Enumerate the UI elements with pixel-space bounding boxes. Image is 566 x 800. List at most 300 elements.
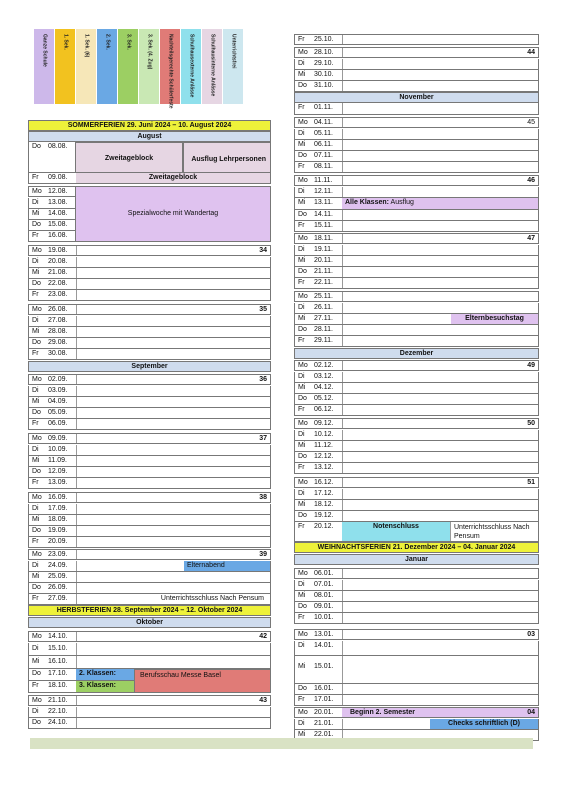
date-label: 16.12. [314, 479, 334, 486]
day-label: Mi [32, 658, 40, 665]
table-row [28, 245, 271, 256]
table-row [28, 583, 271, 594]
table-row [28, 456, 271, 467]
table-row [294, 314, 539, 325]
date-label: 11.11. [314, 177, 333, 184]
day-label: Mi [298, 199, 306, 206]
table-row [294, 278, 539, 289]
day-label: Fr [298, 523, 305, 530]
legend-label: Unterrichtsfrei [230, 34, 237, 69]
table-row [28, 549, 271, 560]
week-number: 47 [527, 235, 535, 242]
table-row [294, 684, 539, 695]
week-number: 03 [527, 631, 535, 638]
day-label: Fr [32, 538, 39, 545]
day-label: Fr [298, 104, 305, 111]
date-label: 16.10. [48, 658, 68, 665]
day-label: Di [32, 708, 39, 715]
table-row [294, 47, 539, 58]
table-row [28, 572, 271, 583]
month-header: Januar [294, 554, 539, 565]
date-label: 13.11. [314, 199, 333, 206]
legend-swatch [202, 29, 223, 104]
legend-label: Nachteilsgerechte Schülerfeste [167, 34, 174, 109]
day-label: Do [32, 670, 41, 677]
date-label: 06.01. [314, 570, 334, 577]
day-label: Do [298, 685, 307, 692]
table-row [28, 695, 271, 706]
table-row [28, 445, 271, 456]
day-label: Mo [298, 177, 308, 184]
date-label: 31.10. [314, 82, 334, 89]
date-label: 07.11. [314, 152, 333, 159]
table-row [294, 221, 539, 232]
day-label: Fr [32, 479, 39, 486]
date-label: 28.11. [314, 326, 333, 333]
klassen2-label: 2. Klassen: [76, 669, 135, 680]
table-row [28, 338, 271, 349]
day-label: Mi [298, 384, 306, 391]
week-number: 36 [259, 376, 267, 383]
date-label: 23.08. [48, 291, 68, 298]
legend-label: Ganze Schule [41, 34, 48, 67]
spezialwoche-event: Spezialwoche mit Wandertag [75, 186, 271, 242]
table-row [294, 303, 539, 314]
holiday-header: HERBSTFERIEN 28. September 2024 – 12. Oktober 2024 [28, 605, 271, 616]
date-label: 17.12. [314, 490, 334, 497]
date-label: 25.09. [48, 573, 68, 580]
day-label: Fr [298, 464, 305, 471]
table-row [28, 419, 271, 430]
week-number: 38 [259, 494, 267, 501]
day-label: Mi [298, 315, 306, 322]
date-label: 25.11. [314, 293, 333, 300]
holiday-header: WEIHNACHTSFERIEN 21. Dezember 2024 – 04. Januar 2024 [294, 542, 539, 553]
day-label: Mo [32, 188, 42, 195]
day-label: Do [298, 268, 307, 275]
table-row [28, 397, 271, 408]
table-row [28, 327, 271, 338]
table-row [294, 463, 539, 474]
date-label: 12.09. [48, 468, 68, 475]
date-label: 21.08. [48, 269, 68, 276]
day-label: Fr [298, 36, 305, 43]
date-label: 14.11. [314, 211, 333, 218]
day-label: Mi [32, 269, 40, 276]
beginn-semester-event: Beginn 2. Semester [342, 708, 538, 717]
day-label: Fr [32, 595, 39, 602]
month-header: Dezember [294, 348, 539, 359]
table-row [294, 511, 539, 522]
date-label: 30.08. [48, 350, 68, 357]
table-row [294, 500, 539, 511]
day-label: Fr [298, 279, 305, 286]
date-label: 09.08. [48, 174, 68, 181]
klassen3-label: 3. Klassen: [76, 681, 135, 692]
table-row [294, 629, 539, 640]
day-label: Mo [32, 494, 42, 501]
table-row [294, 210, 539, 221]
table-row [294, 568, 539, 579]
month-header: November [294, 92, 539, 103]
table-row [294, 245, 539, 256]
week-number: 50 [527, 420, 535, 427]
day-label: Mo [32, 633, 42, 640]
date-label: 26.11. [314, 304, 333, 311]
date-label: 16.09. [48, 494, 68, 501]
table-row [294, 151, 539, 162]
date-label: 28.10. [314, 49, 334, 56]
table-row [294, 405, 539, 416]
day-label: Do [32, 719, 41, 726]
day-label: Do [32, 221, 41, 228]
legend-label: Schulhausinterne Anlässe [209, 34, 216, 97]
week-number: 49 [527, 362, 535, 369]
date-label: 15.08. [48, 221, 68, 228]
date-label: 09.12. [314, 420, 334, 427]
unterrichtsschluss-note: Unterrichtsschluss Nach Pensum [160, 595, 264, 602]
date-label: 21.11. [314, 268, 333, 275]
legend-swatch [160, 29, 181, 109]
legend-label: Schulhausexterne Anlässe [188, 34, 195, 98]
day-label: Do [32, 409, 41, 416]
table-row [294, 129, 539, 140]
date-label: 20.08. [48, 258, 68, 265]
legend [34, 29, 265, 109]
table-row [294, 613, 539, 624]
legend-label: 3. Sek. (4. Zug) [146, 34, 153, 70]
table-row [28, 467, 271, 478]
day-label: Do [32, 280, 41, 287]
day-label: Do [298, 326, 307, 333]
day-label: Di [298, 642, 305, 649]
day-label: Do [298, 453, 307, 460]
date-label: 22.11. [314, 279, 333, 286]
date-label: 12.11. [314, 188, 333, 195]
day-label: Mi [298, 71, 306, 78]
date-label: 03.12. [314, 373, 334, 380]
date-label: 18.11. [314, 235, 333, 242]
legend-swatch [223, 29, 244, 104]
table-row [28, 316, 271, 327]
date-label: 02.12. [314, 362, 334, 369]
table-row [28, 537, 271, 548]
zweitageblock-event: Zweitageblock [75, 142, 183, 173]
date-label: 06.11. [314, 141, 333, 148]
ausflug-event [342, 198, 538, 209]
table-row [28, 561, 271, 572]
table-row [294, 336, 539, 347]
date-label: 19.11. [314, 246, 333, 253]
zweitageblock-event: Zweitageblock [76, 173, 270, 183]
date-label: 27.09. [48, 595, 68, 602]
date-label: 16.08. [48, 232, 68, 239]
day-label: Di [298, 246, 305, 253]
week-number: 43 [259, 697, 267, 704]
date-label: 11.12. [314, 442, 333, 449]
day-label: Di [298, 130, 305, 137]
table-row [294, 140, 539, 151]
date-label: 29.10. [314, 60, 334, 67]
day-label: Do [32, 143, 41, 150]
day-label: Di [298, 431, 305, 438]
table-row [28, 707, 271, 718]
table-row [28, 504, 271, 515]
day-label: Di [298, 373, 305, 380]
table-row [294, 477, 539, 488]
date-label: 14.10. [48, 633, 68, 640]
table-row [294, 522, 539, 542]
day-label: Fr [298, 337, 305, 344]
week-number: 42 [259, 633, 267, 640]
date-label: 22.08. [48, 280, 68, 287]
day-label: Fr [32, 174, 39, 181]
day-label: Mo [32, 306, 42, 313]
date-label: 17.10. [48, 670, 68, 677]
holiday-header: SOMMERFERIEN 29. Juni 2024 – 10. August 2024 [28, 120, 271, 131]
date-label: 26.09. [48, 584, 68, 591]
date-label: 19.09. [48, 527, 68, 534]
day-label: Di [298, 490, 305, 497]
day-label: Mo [32, 376, 42, 383]
day-label: Mi [32, 328, 40, 335]
date-label: 20.12. [314, 523, 334, 530]
table-row [28, 304, 271, 315]
table-row [294, 162, 539, 173]
ausflug-label: Ausflug [390, 199, 414, 206]
date-label: 22.10. [48, 708, 68, 715]
table-row [28, 594, 271, 605]
table-row [28, 279, 271, 290]
date-label: 10.09. [48, 446, 68, 453]
day-label: Di [298, 720, 305, 727]
date-label: 13.09. [48, 479, 68, 486]
day-label: Di [32, 317, 39, 324]
date-label: 01.11. [314, 104, 333, 111]
date-label: 17.09. [48, 505, 68, 512]
date-label: 18.12. [314, 501, 334, 508]
day-label: Do [298, 395, 307, 402]
date-label: 13.08. [48, 199, 68, 206]
day-label: Fr [32, 420, 39, 427]
table-row [28, 374, 271, 385]
date-label: 05.09. [48, 409, 68, 416]
table-row [294, 34, 539, 45]
day-label: Di [32, 645, 39, 652]
day-label: Do [32, 339, 41, 346]
date-label: 28.08. [48, 328, 68, 335]
table-row [294, 591, 539, 602]
table-row [28, 433, 271, 444]
week-number: 39 [259, 551, 267, 558]
date-label: 14.01. [314, 642, 334, 649]
table-row [28, 173, 271, 184]
day-label: Di [32, 505, 39, 512]
day-label: Do [32, 584, 41, 591]
date-label: 29.11. [314, 337, 333, 344]
day-label: Do [298, 211, 307, 218]
table-row [294, 81, 539, 92]
day-label: Di [32, 199, 39, 206]
day-label: Mo [298, 479, 308, 486]
day-label: Mi [298, 731, 306, 738]
date-label: 09.09. [48, 435, 68, 442]
legend-swatch [97, 29, 118, 104]
legend-swatch [55, 29, 76, 104]
day-label: Fr [298, 696, 305, 703]
day-label: Do [298, 82, 307, 89]
day-label: Di [32, 258, 39, 265]
day-label: Mo [32, 697, 42, 704]
table-row [294, 641, 539, 656]
date-label: 08.11. [314, 163, 333, 170]
table-row [28, 643, 271, 656]
table-row [28, 526, 271, 537]
table-row [294, 70, 539, 81]
date-label: 16.01. [314, 685, 334, 692]
legend-swatch [34, 29, 55, 104]
unterrichtsschluss-note: Unterrichtsschluss Nach Pensum [450, 522, 538, 541]
date-label: 17.01. [314, 696, 334, 703]
date-label: 04.09. [48, 398, 68, 405]
table-row [294, 372, 539, 383]
day-label: Di [32, 446, 39, 453]
date-label: 11.09. [48, 457, 67, 464]
date-label: 27.08. [48, 317, 68, 324]
date-label: 04.12. [314, 384, 334, 391]
legend-swatch [181, 29, 202, 104]
date-label: 07.01. [314, 581, 334, 588]
week-number: 45 [527, 119, 535, 126]
legend-swatch [118, 29, 139, 104]
date-label: 23.09. [48, 551, 68, 558]
table-row [294, 291, 539, 302]
day-label: Do [298, 152, 307, 159]
day-label: Di [298, 60, 305, 67]
day-label: Mi [32, 210, 40, 217]
table-row [294, 198, 539, 210]
elternabend-event: Elternabend [184, 561, 270, 571]
date-label: 27.11. [314, 315, 333, 322]
elternbesuchstag-event: Elternbesuchstag [451, 314, 538, 324]
table-row [294, 175, 539, 186]
table-row [28, 408, 271, 419]
day-label: Di [298, 188, 305, 195]
date-label: 08.08. [48, 143, 68, 150]
day-label: Di [32, 387, 39, 394]
date-label: 04.11. [314, 119, 333, 126]
day-label: Fr [32, 350, 39, 357]
table-row [294, 325, 539, 336]
table-row [294, 452, 539, 463]
day-label: Do [298, 603, 307, 610]
day-label: Fr [298, 163, 305, 170]
date-label: 15.10. [48, 645, 68, 652]
date-label: 24.10. [48, 719, 68, 726]
table-row [28, 631, 271, 642]
checks-event: Checks schriftlich (D) [430, 719, 538, 729]
table-row [294, 59, 539, 70]
table-row [294, 187, 539, 198]
date-label: 29.08. [48, 339, 68, 346]
day-label: Fr [32, 682, 39, 689]
date-label: 10.01. [314, 614, 334, 621]
legend-label: 3. Sek. [125, 34, 132, 50]
date-label: 19.08. [48, 247, 68, 254]
table-row [294, 489, 539, 500]
day-label: Do [298, 512, 307, 519]
day-label: Mo [32, 551, 42, 558]
table-row [294, 719, 539, 730]
date-label: 12.12. [314, 453, 334, 460]
date-label: 19.12. [314, 512, 334, 519]
legend-label: 2. Sek. [104, 34, 111, 50]
legend-swatch [76, 29, 97, 104]
day-label: Di [32, 562, 39, 569]
table-row [28, 515, 271, 526]
table-row [294, 707, 539, 718]
berufsschau-event: Berufsschau Messe Basel [134, 669, 271, 693]
day-label: Fr [298, 406, 305, 413]
day-label: Mi [298, 141, 306, 148]
date-label: 14.08. [48, 210, 68, 217]
day-label: Di [298, 304, 305, 311]
week-number: 04 [527, 709, 535, 716]
day-label: Mo [298, 570, 308, 577]
table-row [28, 268, 271, 279]
day-label: Mi [32, 398, 40, 405]
day-label: Mi [298, 257, 306, 264]
day-label: Do [32, 527, 41, 534]
date-label: 10.12. [314, 431, 334, 438]
notenschluss-event: Notenschluss [342, 522, 450, 541]
table-row [294, 430, 539, 441]
day-label: Fr [32, 232, 39, 239]
date-label: 21.10. [48, 697, 68, 704]
day-label: Mo [298, 362, 308, 369]
table-row [294, 256, 539, 267]
table-row [294, 441, 539, 452]
table-row [28, 349, 271, 360]
week-number: 51 [527, 479, 535, 486]
date-label: 05.11. [314, 130, 333, 137]
table-row [294, 233, 539, 244]
month-header: Oktober [28, 617, 271, 628]
date-label: 26.08. [48, 306, 68, 313]
table-row [294, 383, 539, 394]
day-label: Mi [32, 516, 40, 523]
week-number: 37 [259, 435, 267, 442]
date-label: 18.09. [48, 516, 68, 523]
table-row [294, 602, 539, 613]
date-label: 20.01. [314, 709, 334, 716]
table-row [294, 117, 539, 128]
date-label: 21.01. [314, 720, 334, 727]
table-row [294, 656, 539, 684]
table-row [294, 267, 539, 278]
week-number: 34 [259, 247, 267, 254]
day-label: Mi [298, 592, 306, 599]
day-label: Mo [298, 119, 308, 126]
table-row [294, 394, 539, 405]
day-label: Mo [298, 49, 308, 56]
day-label: Fr [298, 222, 305, 229]
day-label: Mo [298, 631, 308, 638]
day-label: Mo [298, 709, 308, 716]
date-label: 20.11. [314, 257, 333, 264]
day-label: Mo [298, 293, 308, 300]
date-label: 20.09. [48, 538, 68, 545]
